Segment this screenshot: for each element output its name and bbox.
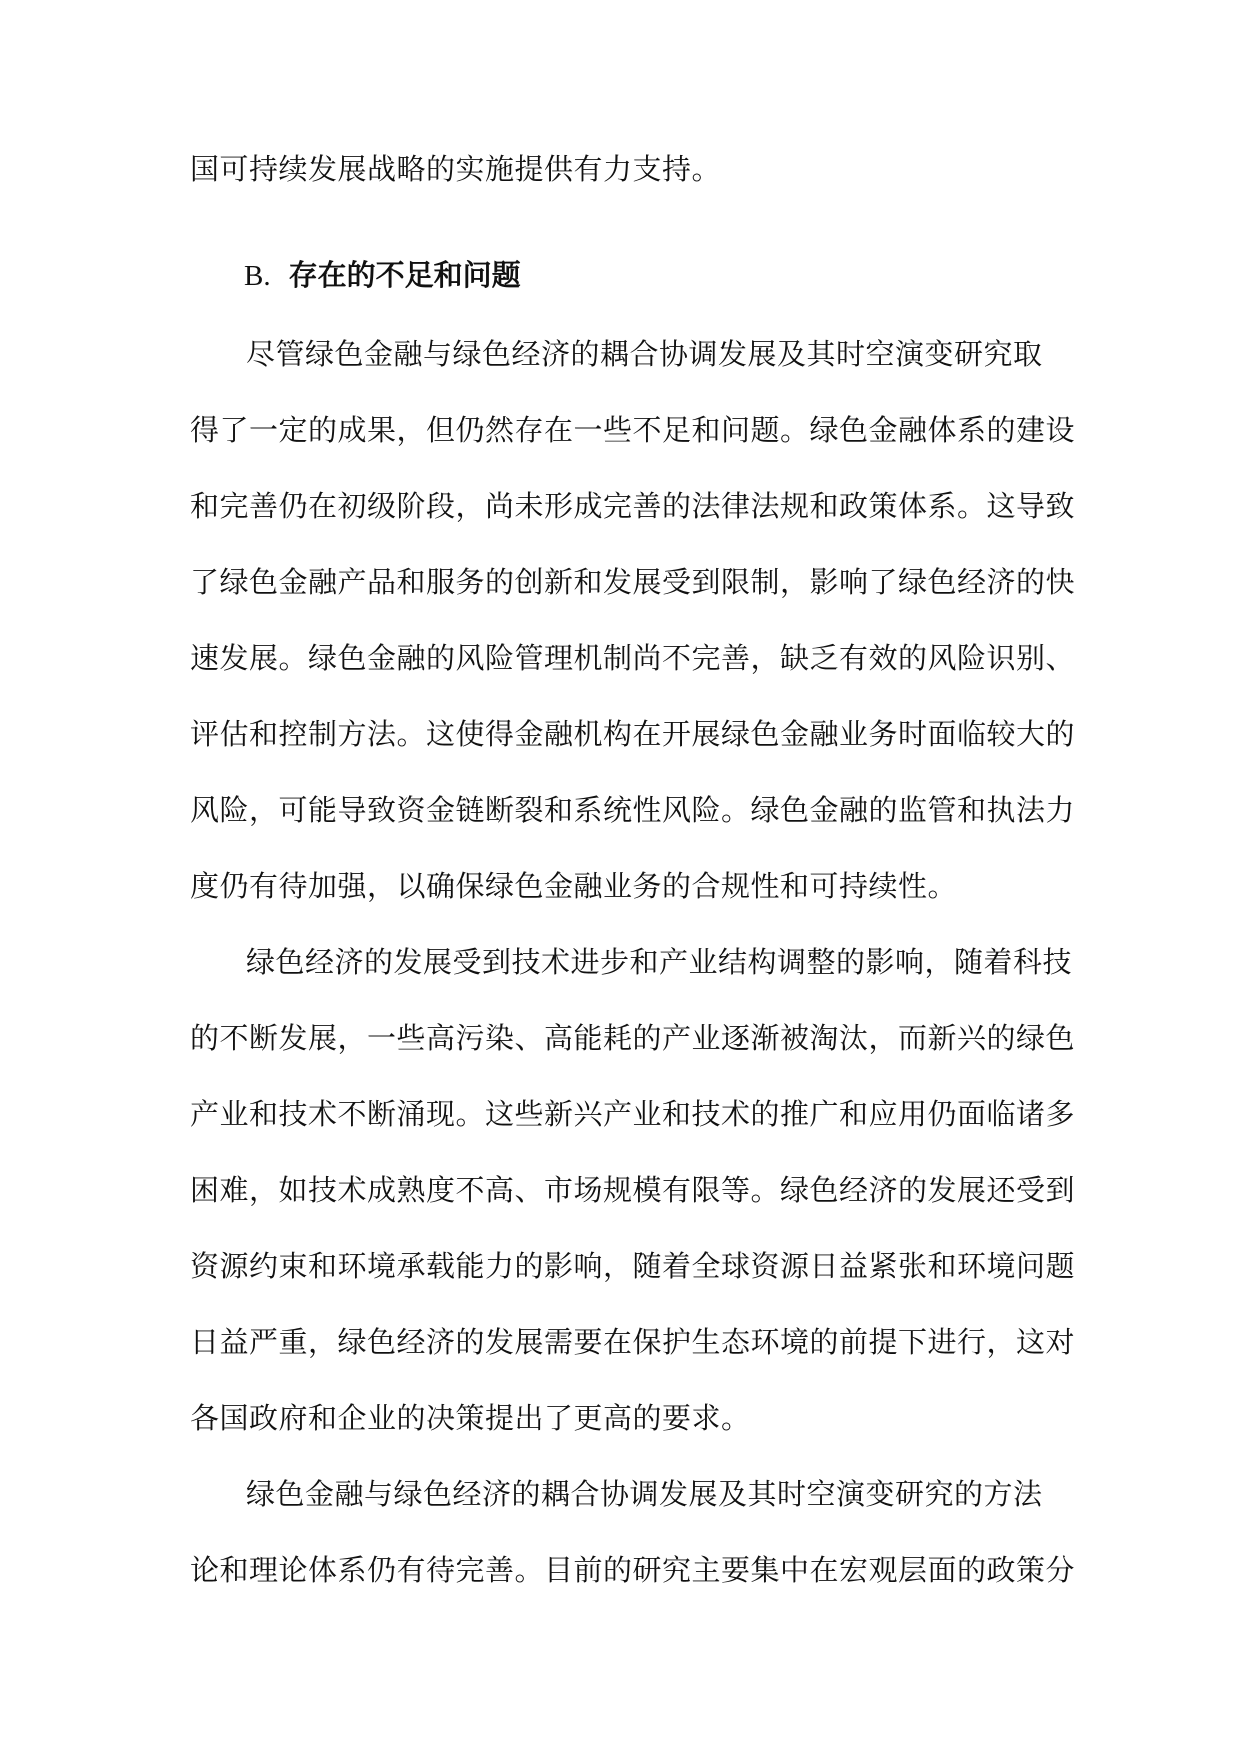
- section-title: 存在的不足和问题: [288, 258, 521, 292]
- paragraph-line: 绿色金融与绿色经济的耦合协调发展及其时空演变研究的方法: [246, 1477, 1043, 1511]
- paragraph-line: 论和理论体系仍有待完善。目前的研究主要集中在宏观层面的政策分: [190, 1553, 1076, 1587]
- paragraph-line: 度仍有待加强，以确保绿色金融业务的合规性和可持续性。: [190, 869, 958, 903]
- paragraph-line: 资源约束和环境承载能力的影响，随着全球资源日益紧张和环境问题: [190, 1249, 1076, 1283]
- paragraph-line: 的不断发展，一些高污染、高能耗的产业逐渐被淘汰，而新兴的绿色: [190, 1021, 1076, 1055]
- paragraph-line: 尽管绿色金融与绿色经济的耦合协调发展及其时空演变研究取: [246, 337, 1043, 371]
- paragraph-line: 速发展。绿色金融的风险管理机制尚不完善，缺乏有效的风险识别、: [190, 641, 1076, 675]
- section-number: B.: [244, 260, 271, 292]
- section-heading: [244, 258, 521, 293]
- paragraph-line: 风险，可能导致资金链断裂和系统性风险。绿色金融的监管和执法力: [190, 793, 1076, 827]
- paragraph-line: 产业和技术不断涌现。这些新兴产业和技术的推广和应用仍面临诸多: [190, 1097, 1076, 1131]
- paragraph-line: 各国政府和企业的决策提出了更高的要求。: [190, 1401, 751, 1435]
- paragraph-line: 和完善仍在初级阶段，尚未形成完善的法律法规和政策体系。这导致: [190, 489, 1076, 523]
- paragraph-line: 得了一定的成果，但仍然存在一些不足和问题。绿色金融体系的建设: [190, 413, 1076, 447]
- paragraph-line: 了绿色金融产品和服务的创新和发展受到限制，影响了绿色经济的快: [190, 565, 1076, 599]
- paragraph-line: 日益严重，绿色经济的发展需要在保护生态环境的前提下进行，这对: [190, 1325, 1076, 1359]
- paragraph-line: 国可持续发展战略的实施提供有力支持。: [190, 152, 722, 186]
- paragraph-line: 困难，如技术成熟度不高、市场规模有限等。绿色经济的发展还受到: [190, 1173, 1076, 1207]
- paragraph-line: 评估和控制方法。这使得金融机构在开展绿色金融业务时面临较大的: [190, 717, 1076, 751]
- paragraph-line: 绿色经济的发展受到技术进步和产业结构调整的影响，随着科技: [246, 945, 1073, 979]
